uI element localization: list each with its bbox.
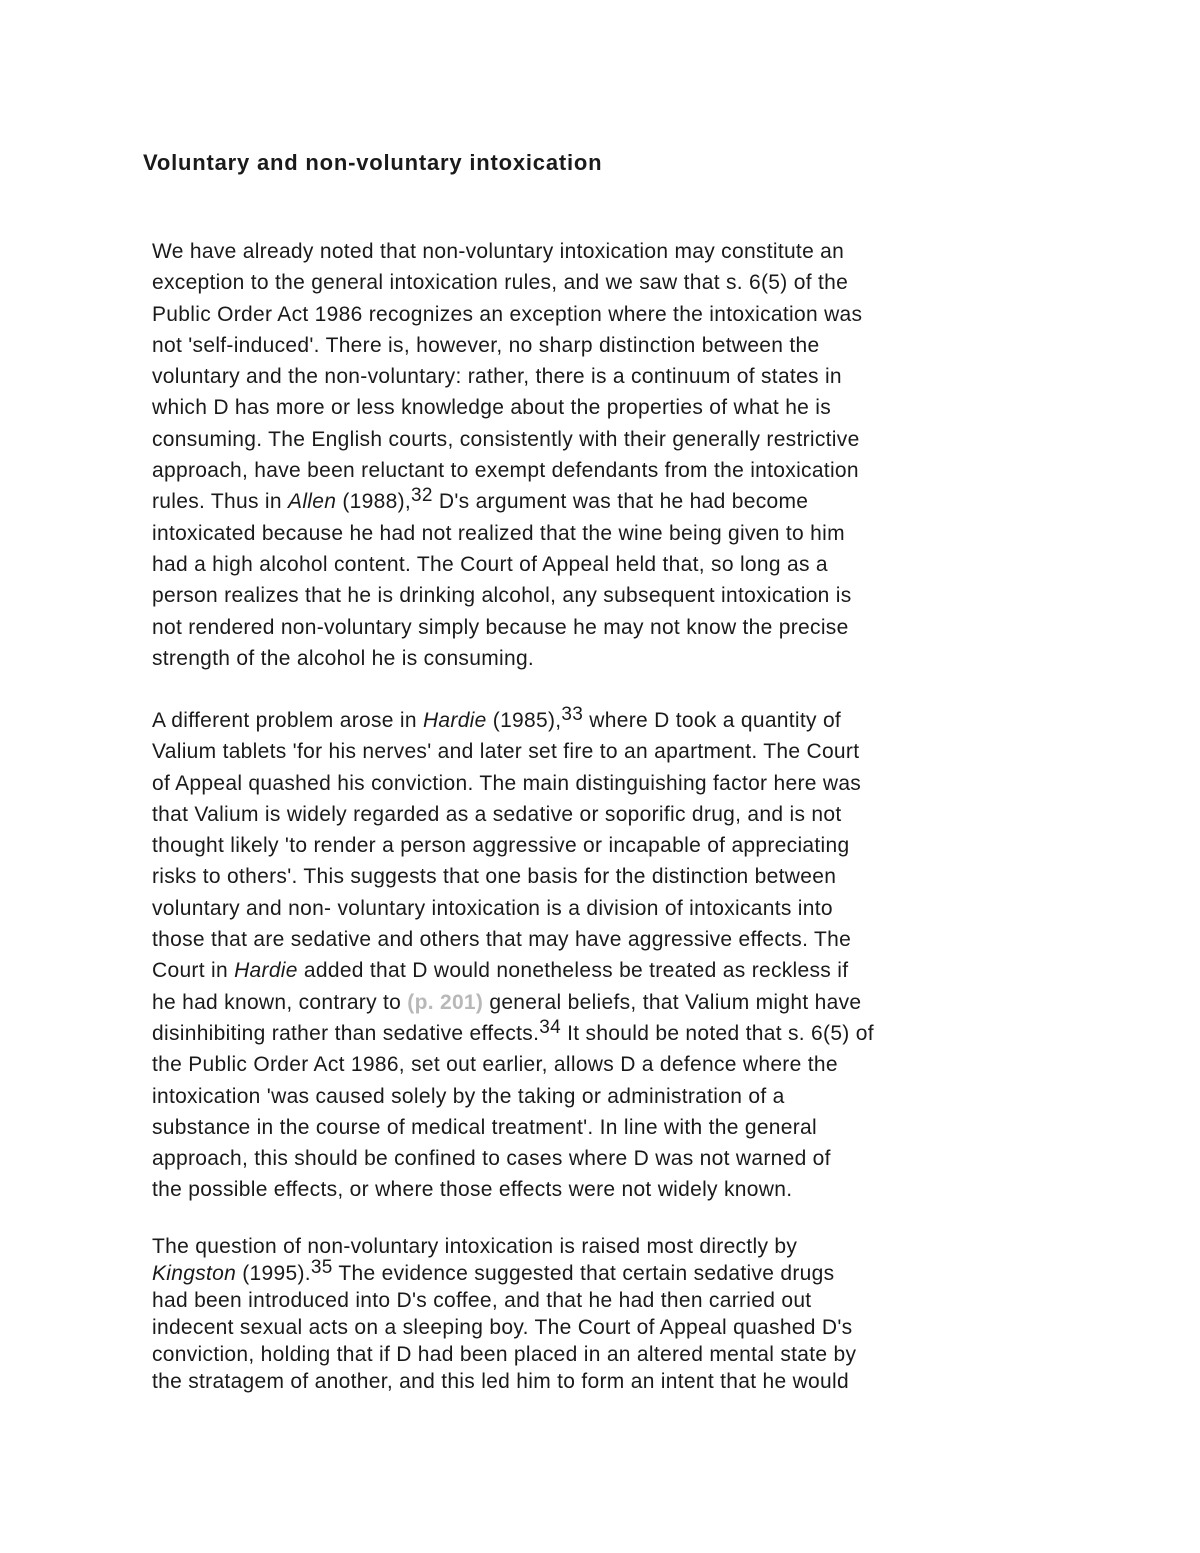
text-fragment: he had known, contrary to [152, 990, 408, 1014]
text-line: voluntary and non- voluntary intoxication is a division of intoxicants into [152, 896, 833, 920]
text-line: those that are sedative and others that may have aggressive effects. The [152, 928, 852, 952]
footnote-marker-32[interactable]: 32 [411, 485, 433, 507]
footnote-marker-33[interactable]: 33 [561, 704, 584, 725]
text-line: Valium tablets 'for his nerves' and later set fire to an apartment. The Court [152, 740, 860, 764]
text-fragment: The evidence suggested that certain sedative drugs [332, 1262, 835, 1285]
text-line: not rendered non-voluntary simply because he may not know the precise [152, 615, 849, 639]
text-line: conviction, holding that if D had been placed in an altered mental state by [152, 1343, 857, 1366]
text-fragment: D's argument was that he had become [432, 490, 809, 514]
text-line: consuming. The English courts, consistently with their generally restrictive [152, 427, 860, 451]
text-line: We have already noted that non-voluntary intoxication may constitute an [152, 240, 845, 263]
text-line: Public Order Act 1986 recognizes an exception where the intoxication was [152, 302, 863, 326]
text-line: intoxicated because he had not realized that the wine being given to him [152, 521, 845, 545]
case-name-hardie: Hardie [234, 959, 298, 983]
text-fragment: Court in [152, 959, 235, 983]
case-name-allen: Allen [288, 490, 337, 514]
text-line: the possible effects, or where those effects were not widely known. [152, 1178, 793, 1202]
text-line: had been introduced into D's coffee, and that he had then carried out [152, 1289, 812, 1312]
text-fragment: general beliefs, that Valium might have [483, 990, 862, 1014]
case-name-hardie: Hardie [422, 709, 487, 732]
text-line: substance in the course of medical treatment'. In line with the general [152, 1115, 817, 1139]
text-line: approach, this should be confined to cases where D was not warned of [152, 1147, 831, 1171]
text-fragment: (1985), [486, 709, 562, 732]
text-fragment: where D took a quantity of [583, 709, 842, 732]
text-fragment: disinhibiting rather than sedative effects. [152, 1021, 540, 1045]
text-line: strength of the alcohol he is consuming. [152, 646, 535, 670]
text-fragment: added that D would nonetheless be treated as reckless if [297, 959, 849, 983]
text-fragment: (1988), [336, 490, 411, 514]
text-line: thought likely 'to render a person aggressive or incapable of appreciating [152, 834, 850, 858]
text-fragment: rules. Thus in [152, 490, 289, 514]
text-line: indecent sexual acts on a sleeping boy. The Court of Appeal quashed D's [152, 1316, 853, 1339]
paragraph-2 [152, 705, 1042, 1206]
text-line: of Appeal quashed his conviction. The main distinguishing factor here was [152, 771, 862, 795]
paragraph-1 [152, 236, 1042, 674]
text-line [152, 1018, 1042, 1049]
footnote-marker-34[interactable]: 34 [539, 1016, 561, 1038]
footnote-marker-35[interactable]: 35 [310, 1257, 333, 1278]
text-line: that Valium is widely regarded as a sedative or soporific drug, and is not [152, 802, 842, 826]
text-line: the stratagem of another, and this led him to form an intent that he would [152, 1370, 849, 1393]
text-line: approach, have been reluctant to exempt defendants from the intoxication [152, 459, 859, 483]
text-line: intoxication 'was caused solely by the taking or administration of a [152, 1084, 785, 1108]
text-line: the Public Order Act 1986, set out earlier, allows D a defence where the [152, 1053, 838, 1077]
section-heading: Voluntary and non-voluntary intoxication [143, 150, 603, 175]
text-line [152, 955, 1042, 986]
text-line: voluntary and the non-voluntary: rather, there is a continuum of states in [152, 365, 842, 389]
text-line: person realizes that he is drinking alcohol, any subsequent intoxication is [152, 584, 852, 608]
text-line: risks to others'. This suggests that one basis for the distinction between [152, 865, 837, 889]
case-name-kingston: Kingston [152, 1262, 237, 1285]
text-line [152, 987, 1042, 1018]
text-line: which D has more or less knowledge about the properties of what he is [152, 396, 832, 420]
text-line: not 'self-induced'. There is, however, no sharp distinction between the [152, 333, 820, 357]
text-line [152, 486, 1042, 517]
page-reference: (p. 201) [407, 990, 484, 1014]
text-line: had a high alcohol content. The Court of Appeal held that, so long as a [152, 552, 828, 576]
text-line [152, 1257, 1042, 1287]
text-fragment: It should be noted that s. 6(5) of [560, 1021, 874, 1045]
text-fragment: (1995). [236, 1262, 311, 1285]
text-fragment: A different problem arose in [152, 709, 423, 732]
text-line [152, 705, 1042, 736]
text-line: The question of non-voluntary intoxication is raised most directly by [152, 1235, 798, 1258]
text-line: exception to the general intoxication rules, and we saw that s. 6(5) of the [152, 271, 849, 295]
paragraph-3 [152, 1233, 1042, 1395]
